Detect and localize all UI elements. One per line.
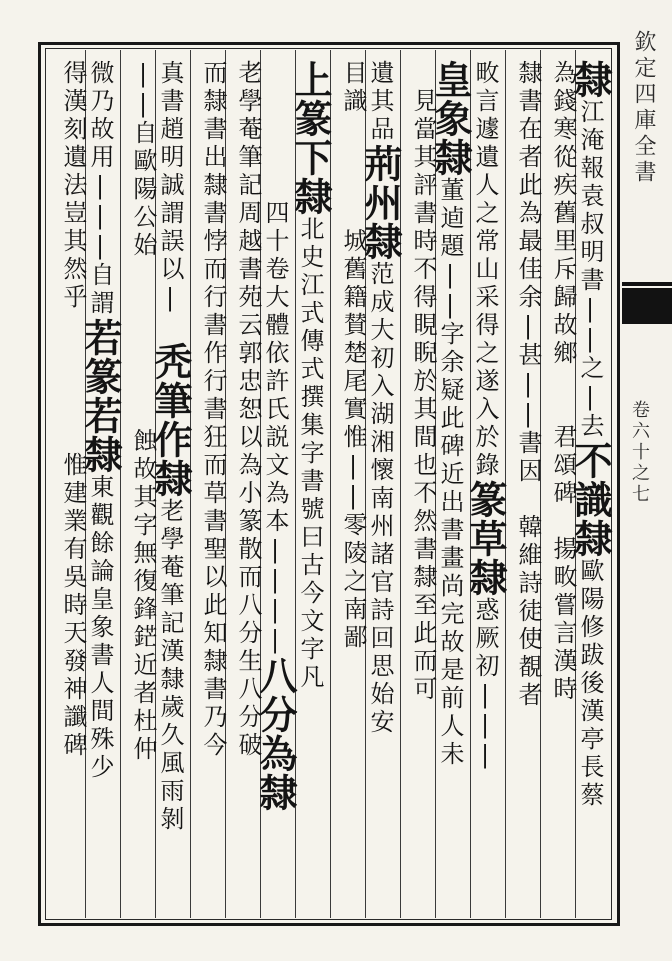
text-segment: ||| [86,172,114,262]
text-column [402,60,435,920]
text-segment: 四十卷大體依許氏説文為本 [261,200,289,536]
text-segment: 董逌題 [436,177,464,261]
text-segment: 秃筆作隸 [148,342,193,498]
fishtail-bar [622,282,672,286]
text-segment: |||| [261,536,289,656]
text-segment: 惟建業有吳時天發神讖碑 [59,452,87,760]
text-segment [514,486,542,514]
text-segment: 若篆若隸 [78,318,123,474]
text-segment: 自歐陽公始 [129,120,157,260]
text-segment: 歐陽修跋後漢亭長蔡 [576,558,604,810]
text-segment: 得漢刻遺法豈其然乎 [59,60,87,312]
text-segment: 東觀餘論皇象書人間殊少 [86,474,114,782]
text-segment: 韓維詩徒使覩者 [514,514,542,710]
text-column [288,60,333,920]
text-column [122,60,155,920]
text-segment: 隸 [568,60,613,99]
text-segment [59,312,87,452]
text-segment: 八分為隸 [253,656,298,812]
text-column [568,60,613,920]
text-segment: 遺其品 [366,60,394,144]
text-segment: 北史江式傳式撰集字書號曰古今文字凡 [296,216,324,692]
text-segment: 篆草隸 [463,480,508,597]
text-segment: | [156,284,184,314]
text-segment: 惑厥初 [471,597,499,681]
fishtail-mark [622,288,672,324]
text-segment: 為錢寒從疾舊里斥歸故鄉 [549,60,577,368]
text-segment: 江淹報袁叔明書 [576,99,604,295]
text-segment: | [514,312,542,342]
margin-volume-label: 卷六十之七 [629,400,650,505]
text-segment: ||| [471,681,499,771]
text-segment: || [129,60,157,120]
text-segment: || [339,452,367,512]
text-column [227,60,260,920]
text-column [507,60,540,920]
text-column [463,60,508,920]
text-segment: 隸書在者此為最佳余 [514,60,542,312]
text-segment: || [514,370,542,430]
text-segment: 見當其評書時不得睍睨於其間也不然書隸至此而可 [409,60,437,704]
text-segment: || [576,295,604,355]
text-column [52,60,85,920]
text-column [253,60,298,920]
text-segment [549,368,577,424]
text-segment: 微乃故用 [86,60,114,172]
text-segment [261,60,289,200]
text-segment: 皇象隸 [428,60,473,177]
margin-book-title: 欽定四庫全書 [631,30,656,186]
text-column [358,60,403,920]
text-segment: 老學菴筆記漢隸歲久風雨剝 [156,498,184,834]
text-segment: 目識 [339,60,367,116]
text-segment [339,116,367,228]
text-segment: 君頌碑 揚畋嘗言漢時 [549,424,577,704]
text-column [428,60,473,920]
text-segment: 荊州隸 [358,144,403,261]
text-segment: 零陵之南鄙 [339,512,367,652]
text-segment: 之 [576,355,604,383]
text-segment: 老學菴筆記周越書苑云郭忠恕以為小篆散而八分生八分破 [234,60,262,760]
text-segment: 畋言遽遺人之常山采得之遂入於錄 [471,60,499,480]
text-segment: || [436,261,464,321]
text-segment: 真書趙明誠謂誤以 [156,60,184,284]
text-segment: | [576,383,604,413]
text-column [542,60,575,920]
text-segment: 蝕故其字無復鋒鋩近者杜仲 [129,428,157,764]
text-segment: 城舊籍賛楚尾實惟 [339,228,367,452]
text-segment: 上篆下隸 [288,60,333,216]
text-segment: 自謂 [86,262,114,318]
text-segment: 去 [576,413,604,441]
column-rule [120,50,121,918]
text-segment: 書因 [514,430,542,486]
text-column [148,60,193,920]
text-column [332,60,365,920]
text-segment [129,260,157,428]
text-column [192,60,225,920]
text-segment: 字余疑此碑近出書畫尚完故是前人未 [436,321,464,769]
text-segment [156,314,184,342]
text-segment: 范成大初入湖湘懷南州諸官詩回思始安 [366,261,394,737]
text-segment: 而隸書出隸書悖而行書作行書狂而草書聖以此知隸書乃今 [199,60,227,760]
text-column [78,60,123,920]
text-segment: 不識隸 [568,441,613,558]
text-segment: 甚 [514,342,542,370]
